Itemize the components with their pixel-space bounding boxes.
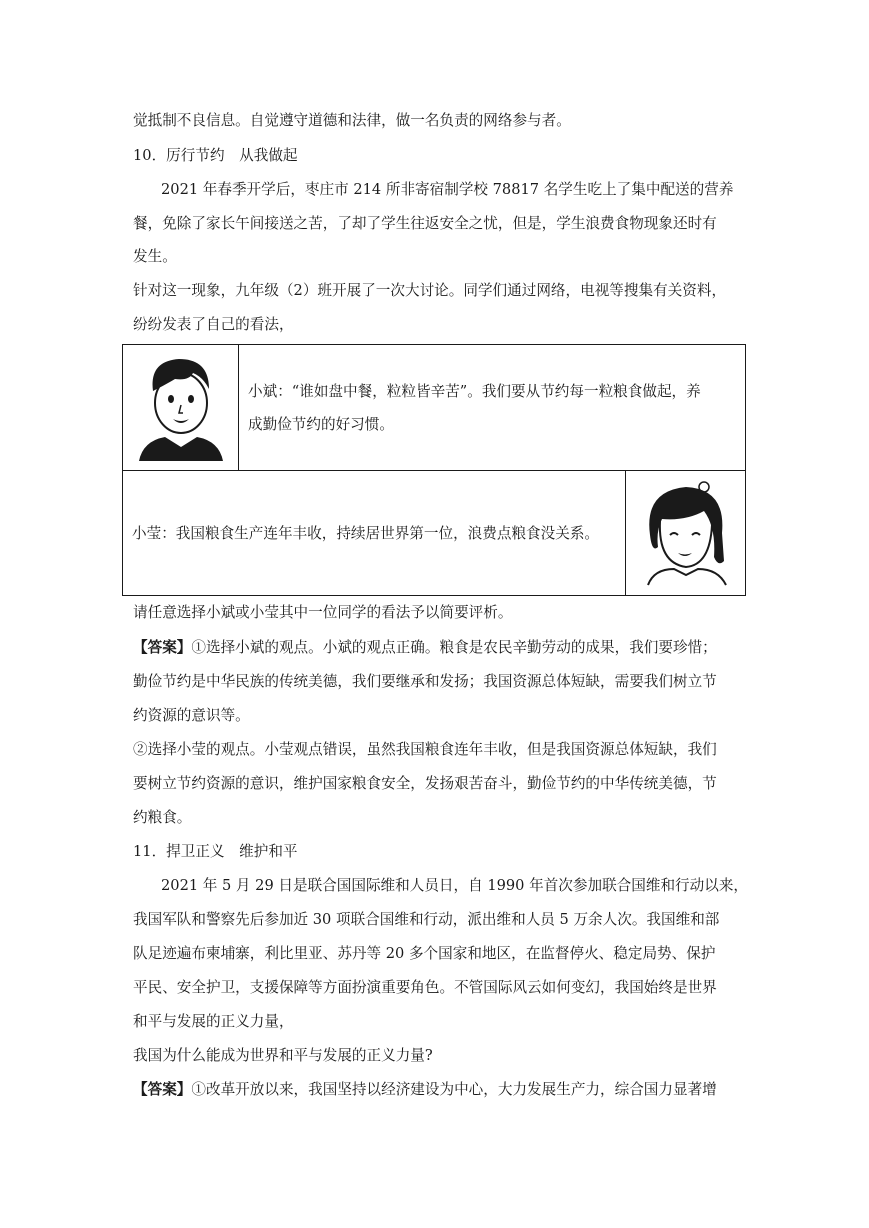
boy-opinion-line: 成勤俭节约的好习惯。	[248, 416, 394, 433]
boy-opinion-cell	[238, 344, 746, 471]
paragraph-line: 2021 年 5 月 29 日是联合国国际维和人员日，自 1990 年首次参加联合国维和行动以来，	[161, 877, 749, 894]
girl-opinion-cell	[122, 470, 626, 596]
answer-line: 约资源的意识等。	[133, 707, 250, 724]
answer-label: 【答案】	[133, 639, 192, 656]
answer-line	[133, 638, 717, 658]
paragraph-line: 纷纷发表了自己的看法，	[133, 316, 294, 333]
boy-portrait-cell	[122, 344, 239, 471]
paragraph-line: 我国军队和警察先后参加近 30 项联合国维和行动，派出维和人员 5 万余人次。我国维和部	[133, 911, 720, 928]
boy-portrait-image	[131, 351, 231, 463]
paragraph-line: 2021 年春季开学后，枣庄市 214 所非寄宿制学校 78817 名学生吃上了集中配送的营养	[161, 181, 734, 198]
boy-opinion-line: 小斌：“谁如盘中餐，粒粒皆辛苦”。我们要从节约每一粒粮食做起，养	[248, 383, 701, 400]
paragraph-line: 餐，免除了家长午间接送之苦，了却了学生往返安全之忧，但是，学生浪费食物现象还时有	[133, 215, 717, 232]
paragraph-line: 平民、安全护卫，支援保障等方面扮演重要角色。不管国际风云如何变幻，我国始终是世界	[133, 979, 717, 996]
answer-line: ②选择小莹的观点。小莹观点错误，虽然我国粮食连年丰收，但是我国资源总体短缺，我们	[133, 741, 717, 758]
girl-portrait-cell	[625, 470, 746, 596]
answer-line	[133, 1080, 717, 1100]
question-11-title: 11．捍卫正义 维护和平	[133, 843, 298, 860]
opinion-table	[122, 344, 746, 596]
answer-text: ①选择小斌的观点。小斌的观点正确。粮食是农民辛勤劳动的成果，我们要珍惜；	[191, 639, 717, 656]
answer-text: ①改革开放以来，我国坚持以经济建设为中心，大力发展生产力，综合国力显著增	[191, 1081, 717, 1098]
girl-opinion-line: 小莹：我国粮食生产连年丰收，持续居世界第一位，浪费点粮食没关系。	[132, 525, 600, 542]
question-10-title: 10．厉行节约 从我做起	[133, 147, 298, 164]
paragraph-line: 发生。	[133, 248, 177, 265]
question-prompt: 我国为什么能成为世界和平与发展的正义力量?	[133, 1047, 433, 1064]
answer-line: 约粮食。	[133, 809, 192, 826]
paragraph-line: 觉抵制不良信息。自觉遵守道德和法律，做一名负责的网络参与者。	[133, 112, 571, 129]
answer-label: 【答案】	[133, 1081, 192, 1098]
paragraph-line: 队足迹遍布柬埔寨，利比里亚、苏丹等 20 多个国家和地区，在监督停火、稳定局势、保护	[133, 945, 716, 962]
answer-line: 勤俭节约是中华民族的传统美德，我们要继承和发扬；我国资源总体短缺，需要我们树立节	[133, 673, 717, 690]
paragraph-line: 针对这一现象，九年级（2）班开展了一次大讨论。同学们通过网络，电视等搜集有关资料，	[133, 282, 727, 299]
paragraph-line: 和平与发展的正义力量，	[133, 1013, 294, 1030]
girl-portrait-image	[634, 477, 738, 591]
answer-line: 要树立节约资源的意识，维护国家粮食安全，发扬艰苦奋斗，勤俭节约的中华传统美德，节	[133, 775, 717, 792]
question-prompt: 请任意选择小斌或小莹其中一位同学的看法予以简要评析。	[133, 604, 513, 621]
